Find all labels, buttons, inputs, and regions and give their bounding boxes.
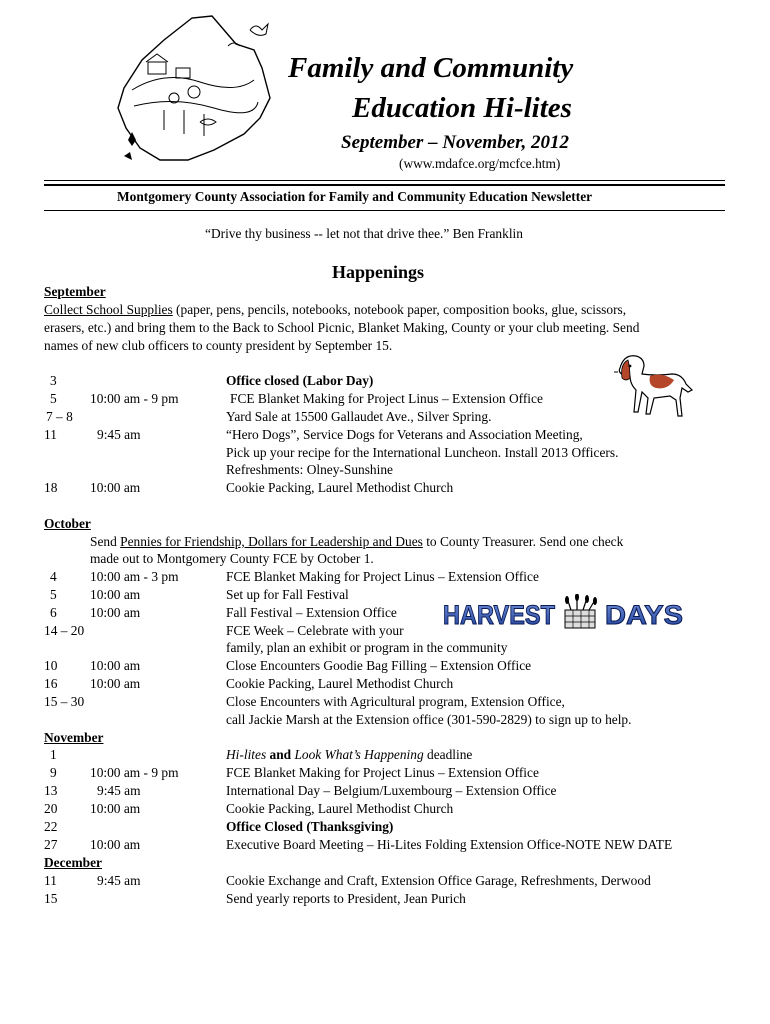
event-desc: Close Encounters with Agricultural program, Extension Office, — [226, 694, 565, 709]
event-date: 22 — [44, 819, 58, 834]
event-time: 10:00 am - 9 pm — [90, 391, 179, 406]
harvest-word: HARVEST — [443, 600, 556, 630]
september-intro-line-3: names of new club officers to county president by September 15. — [44, 338, 393, 353]
event-date: 27 — [44, 837, 58, 852]
event-date: 4 — [50, 569, 57, 584]
county-map-logo-icon — [104, 10, 276, 170]
deadline-text: deadline — [423, 747, 473, 762]
event-date: 11 — [44, 427, 57, 442]
october-intro-pre: Send — [90, 534, 121, 549]
event-date: 9 — [50, 765, 57, 780]
event-time: 9:45 am — [97, 427, 141, 442]
event-time: 10:00 am — [90, 587, 141, 602]
newsletter-subtitle: Montgomery County Association for Family and Community Education Newsletter — [117, 189, 593, 204]
wheat-basket-icon — [565, 594, 597, 628]
event-desc: Cookie Exchange and Craft, Extension Office Garage, Refreshments, Derwood — [226, 873, 651, 888]
event-desc: Pick up your recipe for the International Luncheon. Install 2013 Officers. — [226, 445, 619, 460]
pennies-for-friendship-link[interactable]: Pennies for Friendship, Dollars for Leadership and Dues — [120, 534, 423, 549]
hilites-text: Hi-lites — [226, 747, 267, 762]
event-desc: call Jackie Marsh at the Extension office (301-590-2829) to sign up to help. — [226, 712, 632, 727]
event-desc: Office Closed (Thanksgiving) — [226, 819, 394, 834]
event-desc: Office closed (Labor Day) — [226, 373, 374, 388]
event-desc: Set up for Fall Festival — [226, 587, 349, 602]
event-time: 9:45 am — [97, 873, 141, 888]
event-desc: Fall Festival – Extension Office — [226, 605, 397, 620]
october-intro-line-1 — [90, 534, 623, 550]
event-date: 11 — [44, 873, 57, 888]
event-time: 10:00 am - 9 pm — [90, 765, 179, 780]
event-date: 15 – 30 — [44, 694, 85, 709]
collect-school-supplies-link[interactable]: Collect School Supplies — [44, 302, 173, 317]
november-heading: November — [44, 730, 104, 745]
event-date: 7 – 8 — [46, 409, 73, 424]
event-date: 3 — [50, 373, 57, 388]
event-desc: Close Encounters Goodie Bag Filling – Extension Office — [226, 658, 532, 673]
event-date: 6 — [50, 605, 57, 620]
title-line-2: Education Hi-lites — [352, 92, 572, 124]
event-date: 1 — [50, 747, 57, 762]
top-rule-2 — [44, 184, 725, 186]
top-rule-1 — [44, 180, 725, 181]
event-time: 10:00 am — [90, 605, 141, 620]
event-date: 16 — [44, 676, 58, 691]
event-desc: “Hero Dogs”, Service Dogs for Veterans and Association Meeting, — [226, 427, 583, 442]
event-date: 14 – 20 — [44, 623, 85, 638]
event-date: 18 — [44, 480, 58, 495]
event-desc: Cookie Packing, Laurel Methodist Church — [226, 801, 454, 816]
event-desc: FCE Blanket Making for Project Linus – Extension Office — [226, 765, 539, 780]
event-date: 10 — [44, 658, 58, 673]
october-heading: October — [44, 516, 91, 531]
event-desc: FCE Blanket Making for Project Linus – Extension Office — [226, 569, 539, 584]
look-whats-happening-text: Look What’s Happening — [294, 747, 424, 762]
event-desc: FCE Blanket Making for Project Linus – Extension Office — [230, 391, 543, 406]
september-intro-line-1 — [44, 302, 626, 318]
event-desc: Cookie Packing, Laurel Methodist Church — [226, 676, 454, 691]
event-time: 10:00 am — [90, 801, 141, 816]
website-url: (www.mdafce.org/mcfce.htm) — [399, 156, 561, 171]
event-desc: Cookie Packing, Laurel Methodist Church — [226, 480, 454, 495]
event-date: 20 — [44, 801, 58, 816]
event-desc: family, plan an exhibit or program in the community — [226, 640, 508, 655]
event-desc: Executive Board Meeting – Hi-Lites Folding Extension Office-NOTE NEW DATE — [226, 837, 673, 852]
event-date: 5 — [50, 391, 57, 406]
event-desc: Send yearly reports to President, Jean Purich — [226, 891, 466, 906]
happenings-heading: Happenings — [332, 262, 425, 282]
and-text: and — [266, 747, 295, 762]
subtitle-rule — [44, 210, 725, 211]
deadline-line — [226, 747, 472, 763]
event-time: 10:00 am — [90, 837, 141, 852]
event-desc: International Day – Belgium/Luxembourg – Extension Office — [226, 783, 557, 798]
september-heading: September — [44, 284, 106, 299]
december-heading: December — [44, 855, 102, 870]
event-date: 5 — [50, 587, 57, 602]
quote: “Drive thy business -- let not that drive thee.” Ben Franklin — [205, 226, 523, 241]
event-time: 10:00 am — [90, 676, 141, 691]
event-time: 10:00 am — [90, 658, 141, 673]
event-time: 10:00 am — [90, 480, 141, 495]
harvest-days-banner — [441, 594, 685, 634]
october-intro-post: to County Treasurer. Send one check — [422, 534, 624, 549]
event-time: 10:00 am - 3 pm — [90, 569, 179, 584]
event-date: 15 — [44, 891, 58, 906]
dog-icon — [606, 346, 696, 422]
date-range: September – November, 2012 — [341, 132, 569, 153]
event-desc: FCE Week – Celebrate with your — [226, 623, 404, 638]
event-desc: Yard Sale at 15500 Gallaudet Ave., Silver Spring. — [226, 409, 492, 424]
october-intro-line-2: made out to Montgomery County FCE by October 1. — [90, 551, 374, 566]
title-line-1: Family and Community — [288, 52, 574, 84]
days-word: DAYS — [605, 600, 683, 630]
event-desc: Refreshments: Olney-Sunshine — [226, 462, 393, 477]
event-time: 9:45 am — [97, 783, 141, 798]
september-intro-rest: (paper, pens, pencils, notebooks, notebook paper, composition books, glue, scissors, — [172, 302, 627, 317]
september-intro-line-2: erasers, etc.) and bring them to the Back to School Picnic, Blanket Making, County or your club meeting. Send — [44, 320, 640, 335]
event-date: 13 — [44, 783, 58, 798]
